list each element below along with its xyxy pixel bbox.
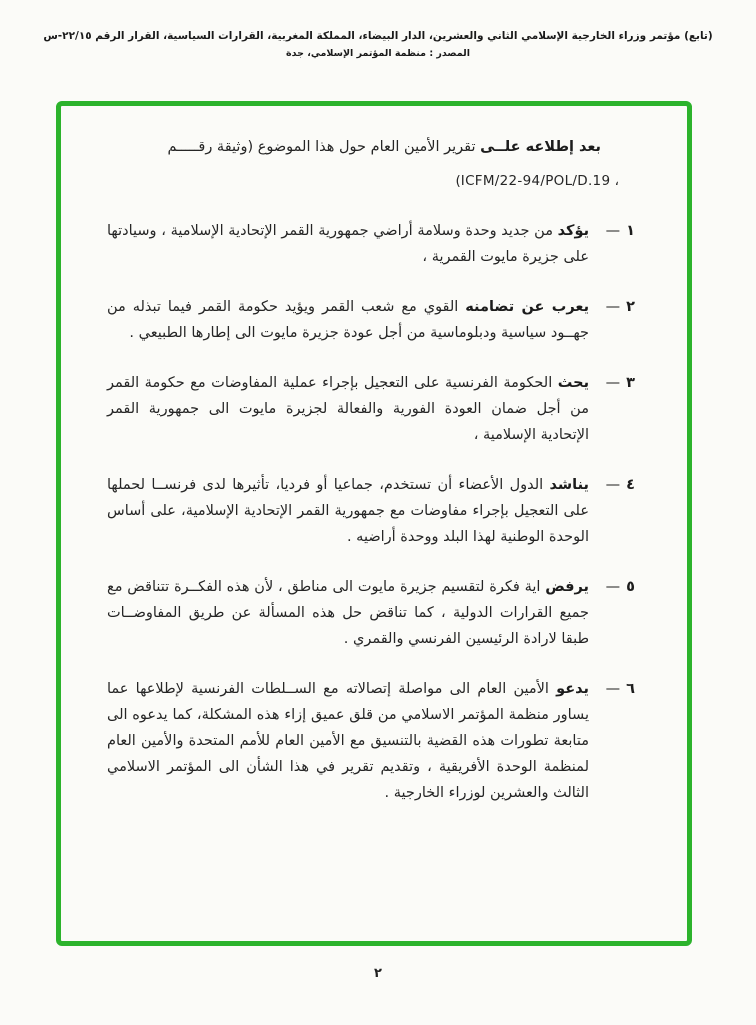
item-text: [107, 294, 589, 346]
item-number-glyph: ٢: [626, 299, 635, 315]
item-number: [589, 294, 635, 346]
item-dash: —: [605, 223, 621, 239]
item-text: [107, 574, 589, 652]
item-dash: —: [605, 299, 621, 315]
document-reference-line: [107, 168, 635, 194]
item-body-text: اية فكرة لتقسيم جزيرة مايوت الى مناطق ، لأن هذه الفكــرة تتناقض مع جميع القرارات الدولية ، كما تناقض حل هذه المسألة عن طريق المفاوضــات طبقا لارادة الرئيسين الفرنسي والقمري .: [107, 579, 589, 647]
item-lead-word: يناشد: [549, 477, 589, 493]
item-number-glyph: ٥: [626, 579, 635, 595]
item-lead-word: يحث: [557, 375, 590, 391]
header-citation-line: (تابع) مؤتمر وزراء الخارجية الإسلامي الثاني والعشرين، الدار البيضاء، المملكة المغربية، القرارات السياسية، القرار الرقم ٢٢/١٥-س: [43, 30, 713, 42]
item-body-text: من جديد وحدة وسلامة أراضي جمهورية القمر الإتحادية الإسلامية ، وسيادتها على جزيرة مايوت القمرية ،: [107, 223, 589, 265]
item-number: [589, 676, 635, 806]
item-text: [107, 218, 589, 270]
item-lead-word: يرفض: [545, 579, 590, 595]
item-dash: —: [605, 477, 621, 493]
item-body-text: القوي مع شعب القمر ويؤيد حكومة القمر فيما تبذله من جهــود سياسية ودبلوماسية من أجل عودة جزيرة مايوت الى إطارها الطبيعي .: [107, 299, 589, 341]
intro-paragraph: [107, 134, 635, 160]
list-item-1: [107, 218, 635, 270]
item-text: [107, 472, 589, 550]
list-item-6: [107, 676, 635, 806]
item-lead-word: يدعو: [556, 681, 589, 697]
list-item-4: [107, 472, 635, 550]
item-body-text: الأمين العام الى مواصلة إتصالاته مع الســلطات الفرنسية لإطلاعها عما يساور منظمة المؤتمر الاسلامي من قلق عميق إزاء هذه المشكلة، كما يدعوه الى متابعة تطورات هذه القضية بالتنسيق مع الأمين العام للأمم المتحدة والأمين العام لمنظمة الوحدة الأفريقية ، وتقديم تقرير في هذا الشأن الى المؤتمر الاسلامي الثالث والعشرين لوزراء الخارجية .: [107, 681, 589, 801]
list-item-5: [107, 574, 635, 652]
item-dash: —: [605, 375, 621, 391]
page-number: ٢: [374, 966, 382, 981]
highlight-annotation-box: [56, 101, 692, 946]
page-footer: [0, 966, 756, 981]
item-number-glyph: ٣: [626, 375, 635, 391]
resolution-body: [61, 106, 687, 806]
item-dash: —: [605, 681, 621, 697]
item-text: [107, 676, 589, 806]
intro-text: تقرير الأمين العام حول هذا الموضوع (وثيقة رقـــــم: [167, 139, 476, 155]
list-item-2: [107, 294, 635, 346]
item-number: [589, 218, 635, 270]
header-source-line: المصدر : منظمة المؤتمر الإسلامي، جدة: [286, 48, 470, 59]
list-item-3: [107, 370, 635, 448]
item-number-glyph: ١: [626, 223, 635, 239]
item-lead-word: يعرب عن تضامنه: [465, 299, 590, 315]
item-number-glyph: ٤: [626, 477, 635, 493]
item-number: [589, 574, 635, 652]
item-lead-word: يؤكد: [557, 223, 590, 239]
item-number: [589, 370, 635, 448]
item-number: [589, 472, 635, 550]
item-dash: —: [605, 579, 621, 595]
item-text: [107, 370, 589, 448]
reference-comma: ،: [614, 173, 619, 189]
item-body-text: الدول الأعضاء أن تستخدم، جماعيا أو فرديا، تأثيرها لدى فرنســا لحملها على التعجيل بإجراء مفاوضات مع جمهورية القمر الإتحادية الإسلامية، على أساس الوحدة الوطنية لهذا البلد ووحدة أراضيه .: [107, 477, 589, 545]
item-number-glyph: ٦: [626, 681, 635, 697]
item-body-text: الحكومة الفرنسية على التعجيل بإجراء عملية المفاوضات مع حكومة القمر من أجل ضمان العودة الفورية والفعالة لجزيرة مايوت الى جمهورية القمر الإتحادية الإسلامية ،: [107, 375, 589, 443]
reference-code: (ICFM/22-94/POL/D.19: [455, 173, 611, 189]
intro-lead-phrase: بعد إطلاعه علــى: [480, 139, 601, 155]
document-header: [0, 30, 756, 59]
